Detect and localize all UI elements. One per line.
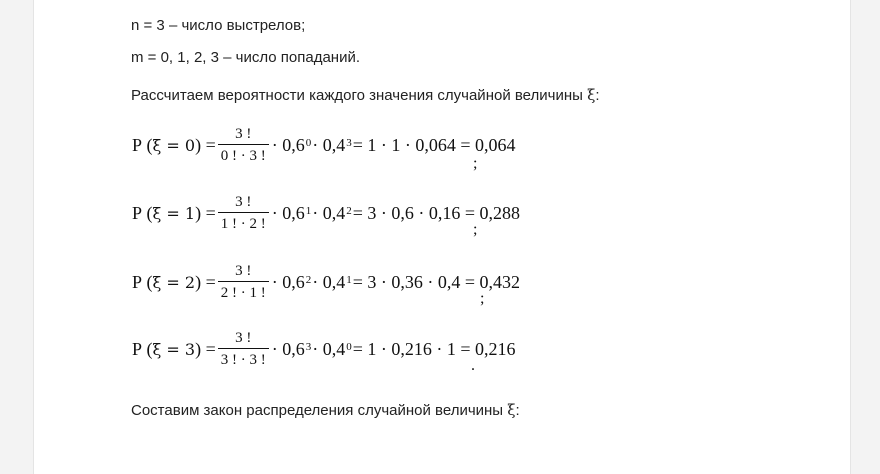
binomial-fraction bbox=[218, 194, 269, 232]
q-exponent: 3 bbox=[346, 137, 352, 149]
q-base: · 0,4 bbox=[312, 338, 346, 359]
p-exponent: 3 bbox=[305, 341, 312, 353]
fraction-denominator: 3 ! · 3 ! bbox=[218, 348, 269, 368]
formula-lhs: P bbox=[132, 202, 143, 223]
formula-arg: ξ = 2 bbox=[152, 272, 196, 292]
p-exponent: 0 bbox=[305, 137, 312, 149]
formula-p0: P ( ξ = 0 ) = $\frac{3 !}{0 ! \cdot 3 !}$ · 0,6 $^0$ · 0,4 $^3$ = 1 · 1 · 0,064 = 0,064 bbox=[132, 126, 516, 164]
q-base: · 0,4 bbox=[312, 271, 346, 292]
formula-p3: P ( ξ = 3 ) = $\frac{3 !}{3 ! \cdot 3 !}$ · 0,6 $^3$ · 0,4 $^0$ = 1 · 0,216 · 1 = 0,216 bbox=[132, 330, 516, 368]
formula-punct: ; bbox=[480, 290, 485, 307]
formula-arg: ξ = 1 bbox=[152, 203, 196, 223]
q-base: · 0,4 bbox=[312, 134, 346, 155]
formula-result: = 3 · 0,6 · 0,16 = 0,288 bbox=[352, 202, 521, 223]
binomial-fraction bbox=[218, 263, 269, 301]
formula-punct: ; bbox=[473, 221, 478, 238]
formula-lhs: P bbox=[132, 271, 143, 292]
p-exponent: 1 bbox=[305, 205, 312, 217]
binomial-fraction bbox=[218, 330, 269, 368]
q-exponent: 1 bbox=[346, 274, 352, 286]
formula-lhs: P bbox=[132, 338, 143, 359]
fraction-denominator: 2 ! · 1 ! bbox=[218, 281, 269, 301]
formula-p2: P ( ξ = 2 ) = $\frac{3 !}{2 ! \cdot 1 !}$ · 0,6 $^2$ · 0,4 $^1$ = 3 · 0,36 · 0,4 = 0,432 bbox=[132, 263, 521, 301]
xi-symbol: ξ bbox=[507, 401, 516, 419]
fraction-numerator: 3 ! bbox=[235, 194, 252, 210]
fraction-denominator: 0 ! · 3 ! bbox=[218, 144, 269, 164]
q-exponent: 2 bbox=[346, 205, 352, 217]
p-base: · 0,6 bbox=[271, 134, 305, 155]
formula-arg: ξ = 3 bbox=[152, 339, 196, 359]
n-shots-line: n = 3 – число выстрелов; bbox=[131, 17, 306, 34]
q-base: · 0,4 bbox=[312, 202, 346, 223]
p-base: · 0,6 bbox=[271, 202, 305, 223]
fraction-numerator: 3 ! bbox=[235, 330, 252, 346]
formula-result: = 1 · 0,216 · 1 = 0,216 bbox=[352, 338, 516, 359]
law-intro-text: Составим закон распределения случайной величины bbox=[131, 402, 504, 419]
colon: : bbox=[595, 87, 600, 104]
document-page bbox=[33, 0, 851, 474]
formula-p1: P ( ξ = 1 ) = $\frac{3 !}{1 ! \cdot 2 !}$ · 0,6 $^1$ · 0,4 $^2$ = 3 · 0,6 · 0,16 = 0,288 bbox=[132, 194, 521, 232]
calc-intro-text: Рассчитаем вероятности каждого значения случайной величины bbox=[131, 87, 583, 104]
p-exponent: 2 bbox=[305, 274, 312, 286]
fraction-denominator: 1 ! · 2 ! bbox=[218, 212, 269, 232]
formula-result: = 3 · 0,36 · 0,4 = 0,432 bbox=[352, 271, 521, 292]
law-intro-line bbox=[131, 401, 520, 419]
fraction-numerator: 3 ! bbox=[235, 126, 252, 142]
xi-symbol: ξ bbox=[587, 86, 596, 104]
formula-punct: . bbox=[471, 357, 475, 374]
p-base: · 0,6 bbox=[271, 271, 305, 292]
q-exponent: 0 bbox=[346, 341, 352, 353]
m-hits-line: m = 0, 1, 2, 3 – число попаданий. bbox=[131, 49, 360, 66]
binomial-fraction bbox=[218, 126, 269, 164]
formula-lhs: P bbox=[132, 134, 143, 155]
fraction-numerator: 3 ! bbox=[235, 263, 252, 279]
p-base: · 0,6 bbox=[271, 338, 305, 359]
formula-punct: ; bbox=[473, 155, 478, 172]
formula-result: = 1 · 1 · 0,064 = 0,064 bbox=[352, 134, 516, 155]
formula-arg: ξ = 0 bbox=[152, 135, 196, 155]
calc-intro-line bbox=[131, 86, 600, 104]
colon: : bbox=[515, 402, 520, 419]
